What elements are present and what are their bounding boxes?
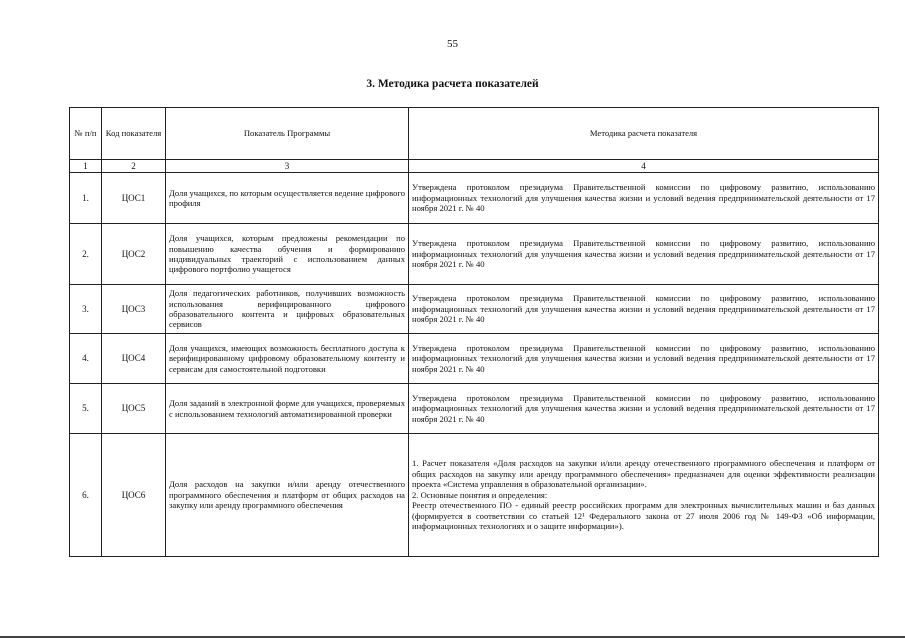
header-code: Код показателя [102, 108, 166, 160]
method-text: Утверждена протоколом президиума Правительственной комиссии по цифровому развитию, использованию информационных технологий для улучшения качества жизни и условий ведения предпринимательской деятельности от 17 ноября 2021 г. № 40 [409, 173, 879, 224]
section-title: 3. Методика расчета показателей [366, 78, 539, 90]
indicator-code: ЦОС3 [102, 285, 166, 334]
column-number: 1 [70, 160, 102, 173]
column-number-row [70, 160, 879, 173]
indicator-name: Доля расходов на закупки и/или аренду отечественного программного обеспечения и платформ от общих расходов на закупку или аренду программного обеспечения [166, 434, 409, 557]
table-row [70, 384, 879, 434]
indicator-code: ЦОС6 [102, 434, 166, 557]
method-paragraph: Реестр отечественного ПО - единый реестр российских программ для электронных вычислительных машин и баз данных (формируется в соответствии со статьей 12¹ Федерального закона от 27 июля 2006 год № 149-ФЗ «Об информации, информационных технологиях и о защите информации»). [412, 500, 875, 532]
row-number: 2. [70, 224, 102, 285]
page-number: 55 [447, 38, 458, 50]
indicator-code: ЦОС1 [102, 173, 166, 224]
table-row [70, 173, 879, 224]
header-indicator: Показатель Программы [166, 108, 409, 160]
row-number: 1. [70, 173, 102, 224]
column-number: 2 [102, 160, 166, 173]
method-text: Утверждена протоколом президиума Правительственной комиссии по цифровому развитию, использованию информационных технологий для улучшения качества жизни и условий ведения предпринимательской деятельности от 17 ноября 2021 г. № 40 [409, 285, 879, 334]
indicator-code: ЦОС2 [102, 224, 166, 285]
indicator-name: Доля заданий в электронной форме для учащихся, проверяемых с использованием технологий автоматизированной проверки [166, 384, 409, 434]
header-row [70, 108, 879, 160]
method-text [409, 434, 879, 557]
table-row [70, 434, 879, 557]
table-row [70, 334, 879, 384]
method-text: Утверждена протоколом президиума Правительственной комиссии по цифровому развитию, использованию информационных технологий для улучшения качества жизни и условий ведения предпринимательской деятельности от 17 ноября 2021 г. № 40 [409, 224, 879, 285]
table-row [70, 285, 879, 334]
row-number: 4. [70, 334, 102, 384]
method-paragraph: 2. Основные понятия и определения: [412, 489, 548, 500]
scan-edge-line [0, 636, 905, 638]
method-paragraph: 1. Расчет показателя «Доля расходов на закупки и/или аренду отечественного программного обеспечения и платформ от общих расходов на закупку или аренду программного обеспечения» предназначен для оценки эффективности реализации проекта «Система управления в образовательной организации». [412, 458, 875, 490]
indicator-name: Доля педагогических работников, получивших возможность использования верифицированного цифрового образовательного контента и цифровых образовательных сервисов [166, 285, 409, 334]
column-number: 3 [166, 160, 409, 173]
header-num: № п/п [70, 108, 102, 160]
indicator-name: Доля учащихся, имеющих возможность бесплатного доступа к верифицированному цифровому образовательному контенту и сервисам для самостоятельной подготовки [166, 334, 409, 384]
indicators-table [69, 107, 879, 557]
column-number: 4 [409, 160, 879, 173]
row-number: 6. [70, 434, 102, 557]
indicator-name: Доля учащихся, которым предложены рекомендации по повышению качества обучения и формированию индивидуальных траекторий с использованием данных цифрового портфолио учащегося [166, 224, 409, 285]
indicator-code: ЦОС5 [102, 384, 166, 434]
indicator-name: Доля учащихся, по которым осуществляется ведение цифрового профиля [166, 173, 409, 224]
table-row [70, 224, 879, 285]
row-number: 3. [70, 285, 102, 334]
row-number: 5. [70, 384, 102, 434]
header-method: Методика расчета показателя [409, 108, 879, 160]
indicator-code: ЦОС4 [102, 334, 166, 384]
method-text: Утверждена протоколом президиума Правительственной комиссии по цифровому развитию, использованию информационных технологий для улучшения качества жизни и условий ведения предпринимательской деятельности от 17 ноября 2021 г. № 40 [409, 384, 879, 434]
method-text: Утверждена протоколом президиума Правительственной комиссии по цифровому развитию, использованию информационных технологий для улучшения качества жизни и условий ведения предпринимательской деятельности от 17 ноября 2021 г. № 40 [409, 334, 879, 384]
